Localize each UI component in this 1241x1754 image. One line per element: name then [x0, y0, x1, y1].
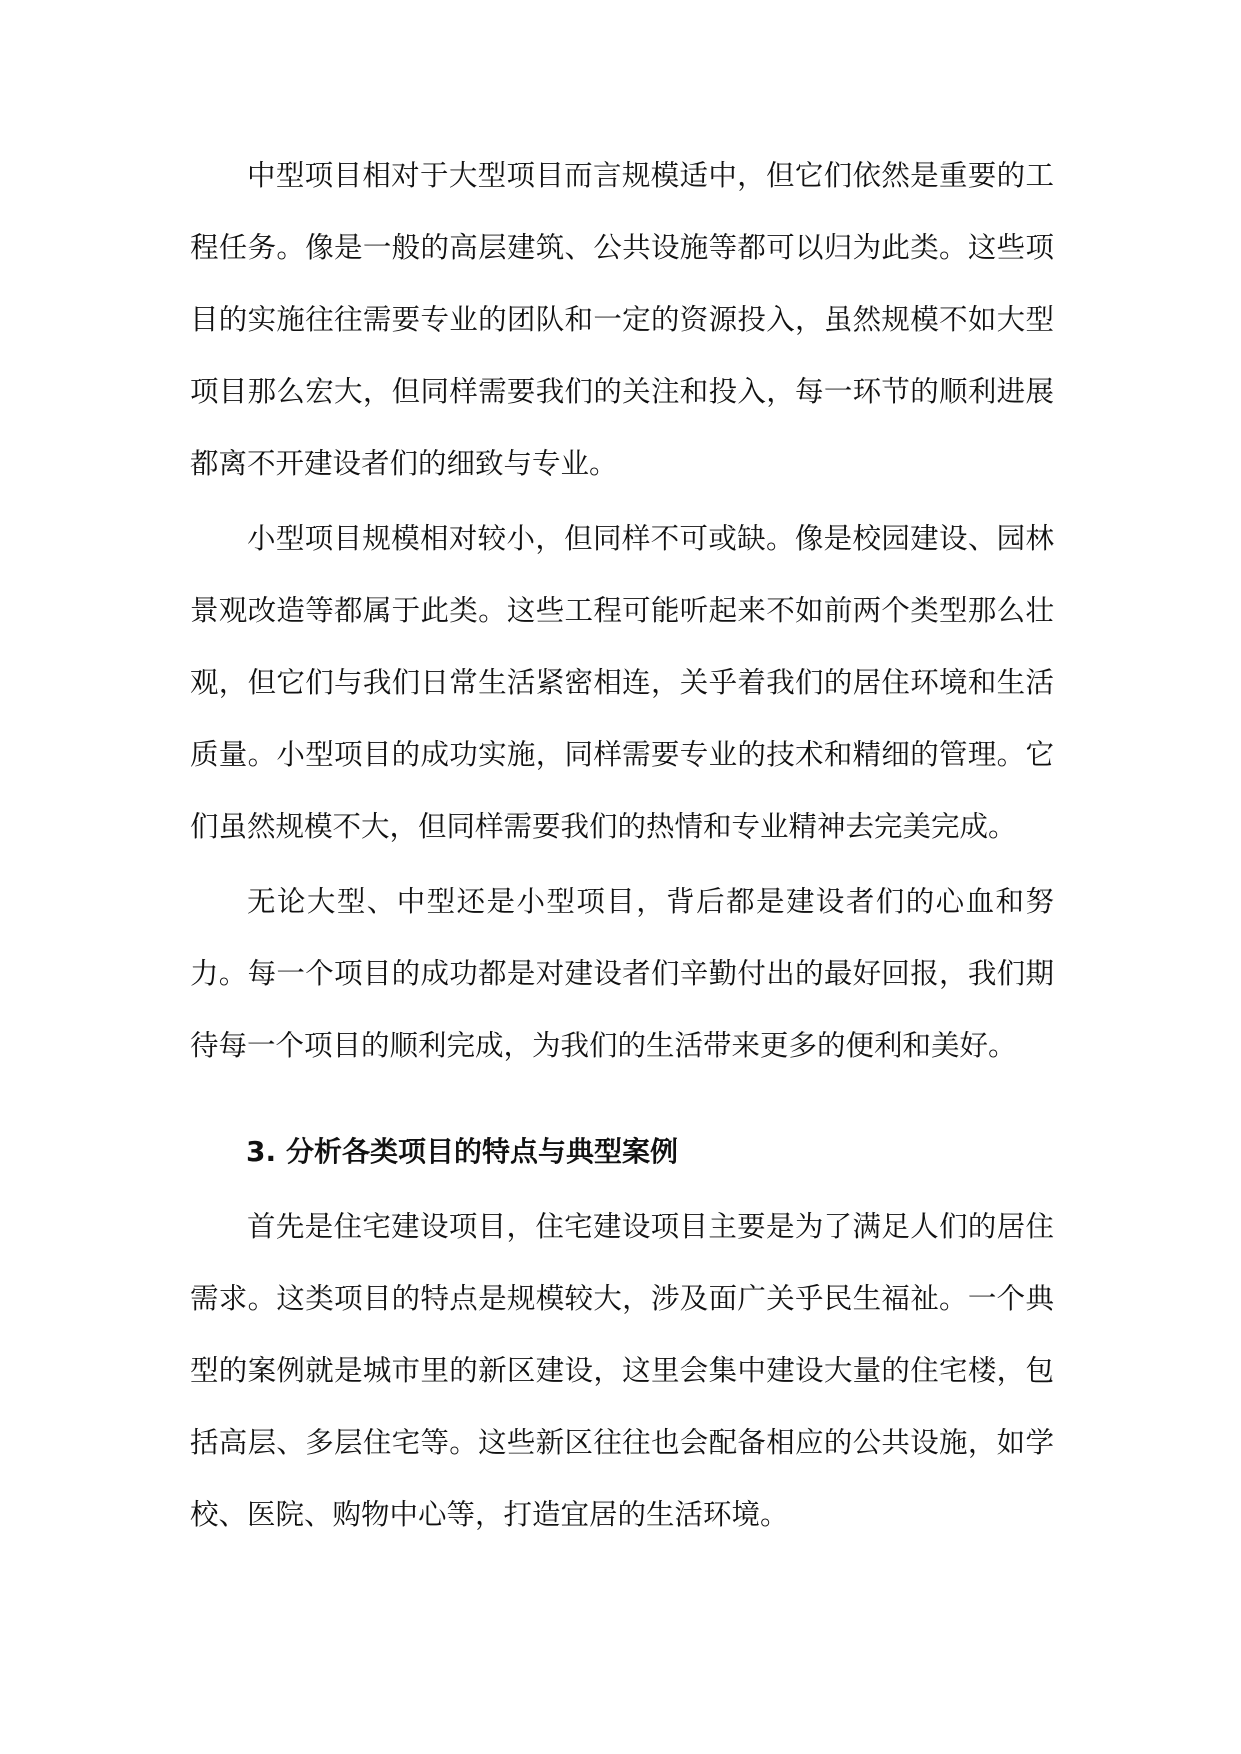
paragraph-summary: 无论大型、中型还是小型项目，背后都是建设者们的心血和努力。每一个项目的成功都是对建设者们辛勤付出的最好回报，我们期待每一个项目的顺利完成，为我们的生活带来更多的便利和美好。 — [190, 885, 1054, 1062]
paragraph-medium-projects: 中型项目相对于大型项目而言规模适中，但它们依然是重要的工程任务。像是一般的高层建筑、公共设施等都可以归为此类。这些项目的实施往往需要专业的团队和一定的资源投入，虽然规模不如大型项目那么宏大，但同样需要我们的关注和投入，每一环节的顺利进展都离不开建设者们的细致与专业。 — [190, 159, 1054, 480]
section-title: 分析各类项目的特点与典型案例 — [286, 1135, 679, 1168]
paragraph-residential-projects: 首先是住宅建设项目，住宅建设项目主要是为了满足人们的居住需求。这类项目的特点是规模较大，涉及面广关乎民生福祉。一个典型的案例就是城市里的新区建设，这里会集中建设大量的住宅楼，包括高层、多层住宅等。这些新区往往也会配备相应的公共设施，如学校、医院、购物中心等，打造宜居的生活环境。 — [190, 1210, 1054, 1531]
section-number: 3. — [246, 1135, 277, 1168]
section-heading — [190, 1116, 1054, 1188]
paragraph-small-projects: 小型项目规模相对较小，但同样不可或缺。像是校园建设、园林景观改造等都属于此类。这些工程可能听起来不如前两个类型那么壮观，但它们与我们日常生活紧密相连，关乎着我们的居住环境和生活质量。小型项目的成功实施，同样需要专业的技术和精细的管理。它们虽然规模不大，但同样需要我们的热情和专业精神去完美完成。 — [190, 522, 1054, 843]
document-body — [190, 140, 1054, 1554]
